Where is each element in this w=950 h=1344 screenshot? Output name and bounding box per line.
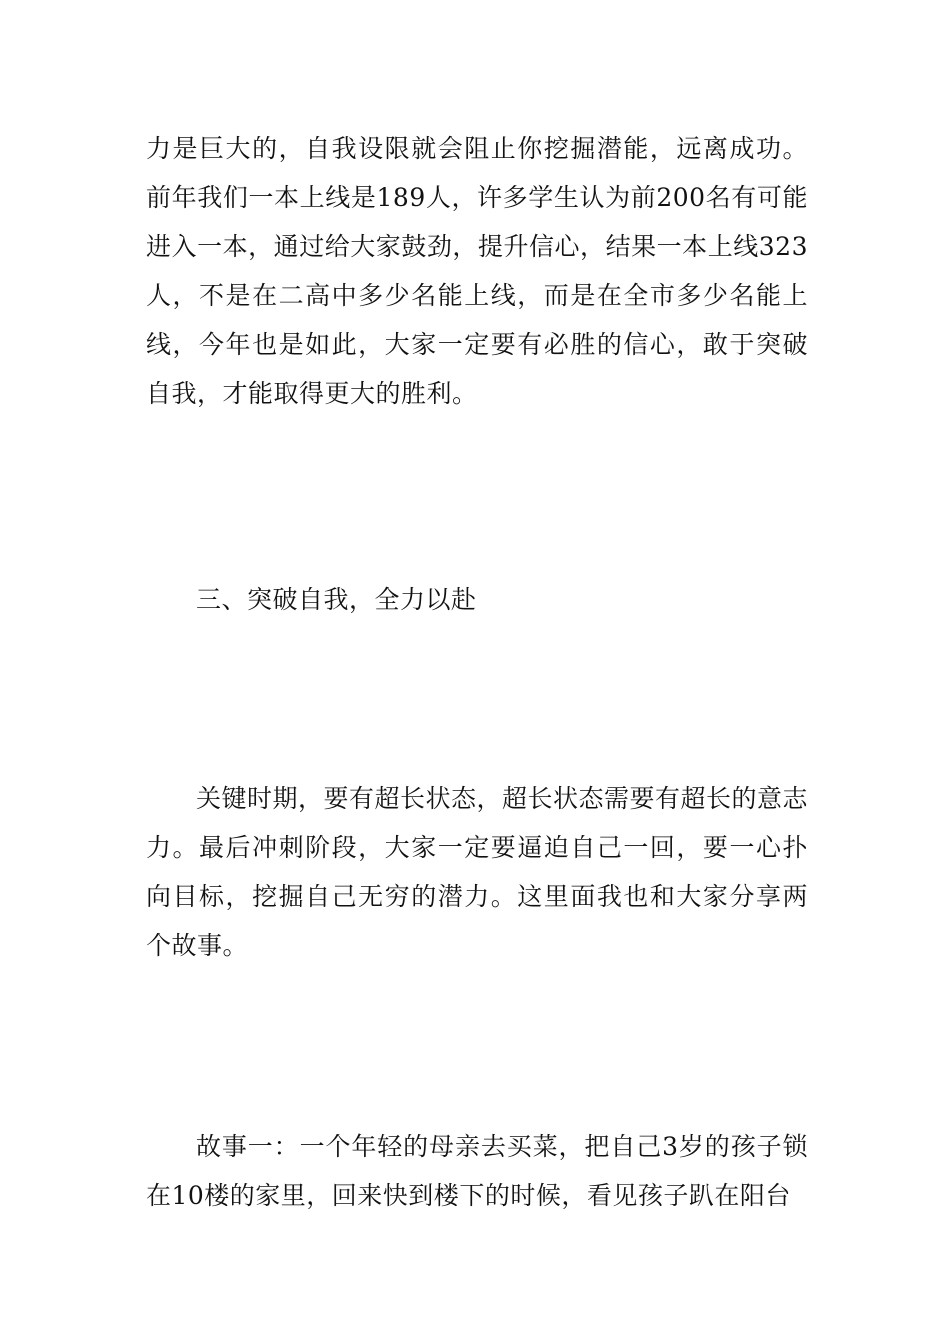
section-heading: 三、突破自我，全力以赴 — [196, 585, 477, 614]
body-paragraph: 关键时期，要有超长状态，超长状态需要有超长的意志力。最后冲刺阶段，大家一定要逼迫自己一回，要一心扑向目标，挖掘自己无穷的潜力。这里面我也和大家分享两个故事。 — [146, 784, 809, 960]
body-paragraph-continued: 力是巨大的，自我设限就会阻止你挖掘潜能，远离成功。前年我们一本上线是189人，许多学生认为前200名有可能进入一本，通过给大家鼓劲，提升信心，结果一本上线323人，不是在二高中多少名能上线，而是在全市多少名能上线，今年也是如此，大家一定要有必胜的信心，敢于突破自我，才能取得更大的胜利。 — [146, 134, 808, 408]
story-paragraph: 故事一：一个年轻的母亲去买菜，把自己3岁的孩子锁在10楼的家里，回来快到楼下的时候，看见孩子趴在阳台 — [146, 1132, 808, 1210]
